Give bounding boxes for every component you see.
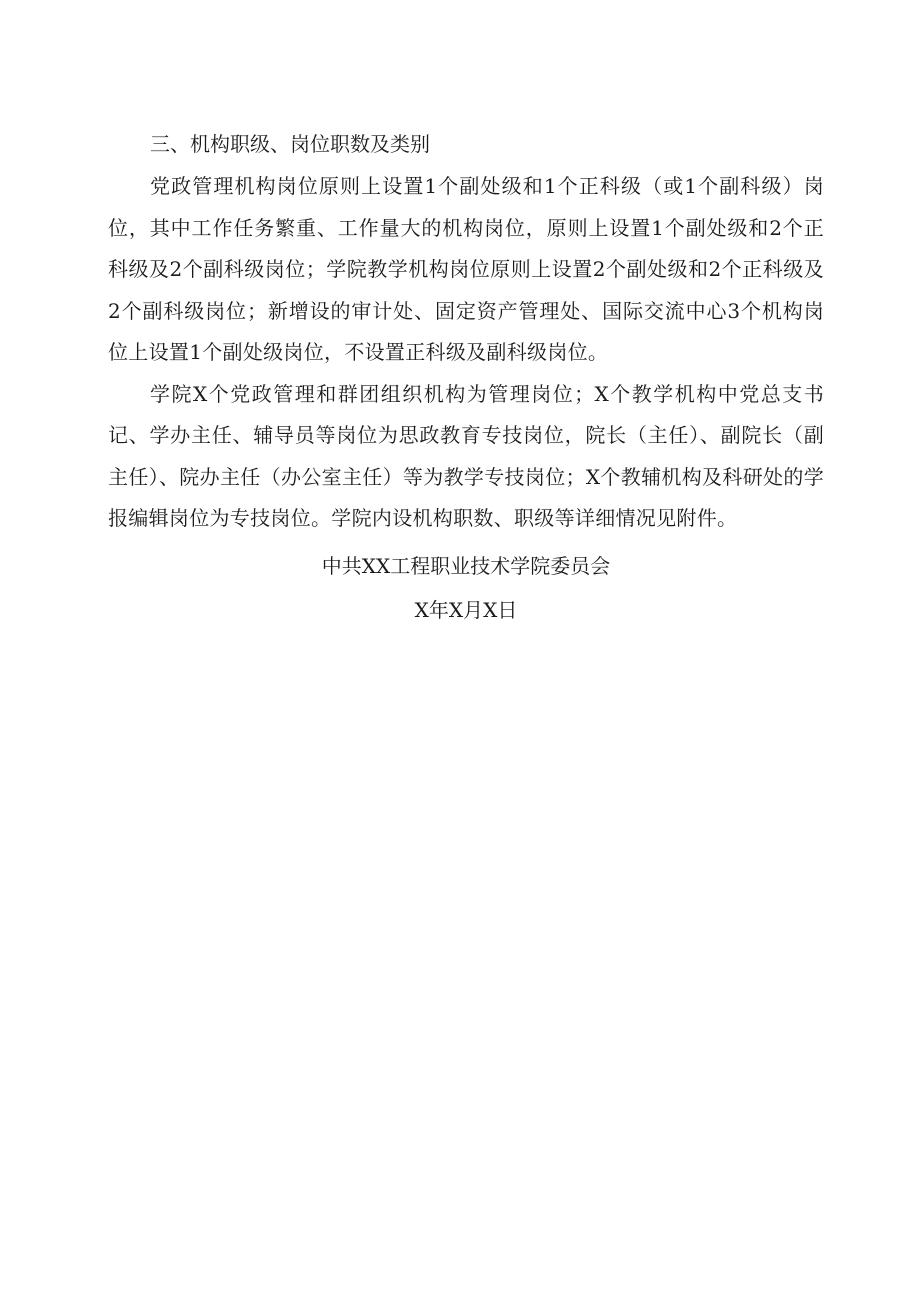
signature-organization: 中共XX工程职业技术学院委员会 — [321, 553, 611, 578]
paragraph-post-types: 学院X个党政管理和群团组织机构为管理岗位；X个教学机构中党总支书记、学办主任、辅导员等岗位为思政教育专技岗位，院长（主任）、副院长（副主任）、院办主任（办公室主任）等为教学专技岗位；X个教辅机构及科研处的学报编辑岗位为专技岗位。学院内设机构职数、职级等详细情况见附件。 — [108, 381, 824, 530]
paragraph-positions: 党政管理机构岗位原则上设置1个副处级和1个正科级（或1个副科级）岗位，其中工作任务繁重、工作量大的机构岗位，原则上设置1个副处级和2个正科级及2个副科级岗位；学院教学机构岗位原则上设置2个副处级和2个正科级及2个副科级岗位；新增设的审计处、固定资产管理处、国际交流中心3个机构岗位上设置1个副处级岗位，不设置正科级及副科级岗位。 — [108, 174, 824, 364]
section-heading: 三、机构职级、岗位职数及类别 — [150, 132, 430, 156]
document-body — [108, 122, 824, 632]
signature-date: X年X月X日 — [414, 597, 518, 622]
